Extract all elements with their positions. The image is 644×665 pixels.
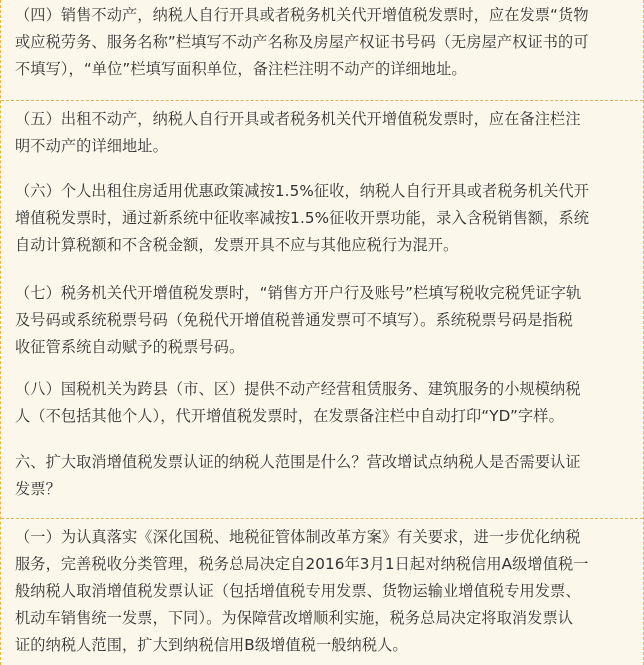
- paragraph-section-4: [15, 2, 633, 83]
- text-line: 不填写），“单位”栏填写面积单位，备注栏注明不动产的详细地址。: [15, 60, 467, 78]
- text-line: 及号码或系统税票号码（免税代开增值税普通发票可不填写）。系统税票号码是指税: [15, 311, 574, 329]
- text-line: 机动车销售统一发票，下同）。为保障营改增顺利实施，税务总局决定将取消发票认: [15, 609, 574, 627]
- text-line: 明不动产的详细地址。: [15, 137, 168, 155]
- dashed-divider: [1, 518, 643, 519]
- text-line: 增值税发票时，通过新系统中征收率减按1.5%征收开票功能，录入含税销售额，系统: [15, 209, 590, 227]
- dashed-divider: [1, 100, 643, 101]
- paragraph-question-6: [15, 449, 633, 503]
- text-line: 般纳税人取消增值税发票认证（包括增值税专用发票、货物运输业增值税专用发票、: [15, 582, 581, 600]
- text-line: （七）税务机关代开增值税发票时，“销售方开户行及账号”栏填写税收完税凭证字轨: [15, 284, 582, 302]
- text-line: （五）出租不动产，纳税人自行开具或者税务机关代开增值税发票时，应在备注栏注: [15, 110, 581, 128]
- text-line: （一）为认真落实《深化国税、地税征管体制改革方案》有关要求，进一步优化纳税: [15, 528, 581, 546]
- text-line: 收征管系统自动赋予的税票号码。: [15, 338, 245, 356]
- text-line: 六、扩大取消增值税发票认证的纳税人范围是什么？营改增试点纳税人是否需要认证: [15, 453, 581, 471]
- text-line: （八）国税机关为跨县（市、区）提供不动产经营租赁服务、建筑服务的小规模纳税: [15, 380, 581, 398]
- paragraph-section-7: [15, 280, 633, 361]
- paragraph-answer-6-1: [15, 524, 633, 659]
- text-line: 或应税劳务、服务名称”栏填写不动产名称及房屋产权证书号码（无房屋产权证书的可: [15, 33, 589, 51]
- text-line: （六）个人出租住房适用优惠政策减按1.5%征收，纳税人自行开具或者税务机关代开: [15, 182, 590, 200]
- text-line: 发票？: [15, 480, 61, 498]
- paragraph-section-5: [15, 106, 633, 160]
- text-line: 服务，完善税收分类管理，税务总局决定自2016年3月1日起对纳税信用A级增值税一: [15, 555, 589, 573]
- text-line: （四）销售不动产，纳税人自行开具或者税务机关代开增值税发票时，应在发票“货物: [15, 6, 589, 24]
- paragraph-section-8: [15, 376, 633, 430]
- text-line: 自动计算税额和不含税金额，发票开具不应与其他应税行为混开。: [15, 236, 459, 254]
- paragraph-section-6: [15, 178, 633, 259]
- text-line: 人（不包括其他个人），代开增值税发票时，在发票备注栏中自动打印“YD”字样。: [15, 407, 564, 425]
- text-line: 证的纳税人范围，扩大到纳税信用B级增值税一般纳税人。: [15, 636, 408, 654]
